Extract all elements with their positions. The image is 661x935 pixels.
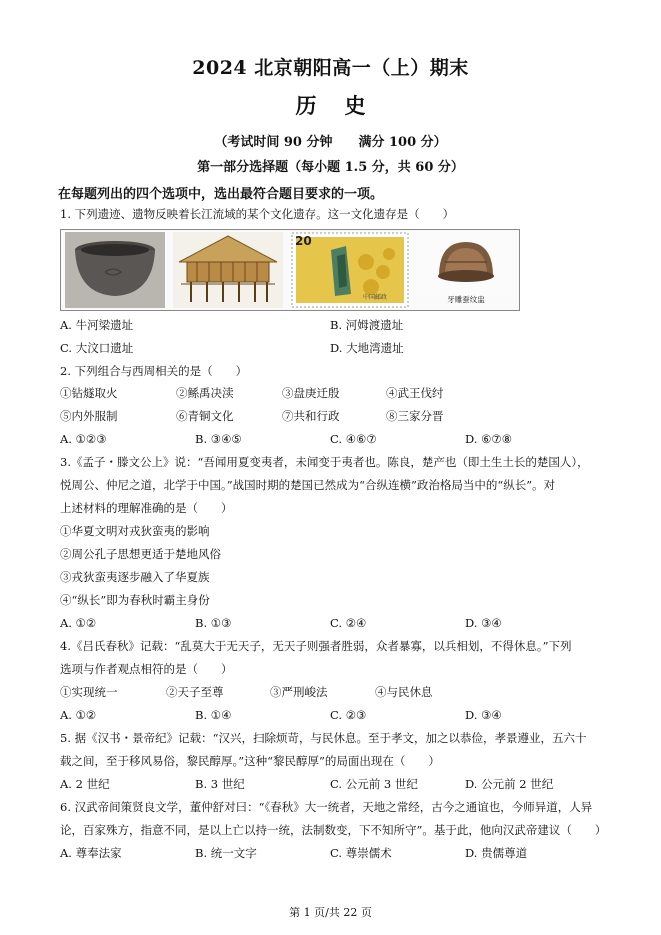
q2-option-d[interactable]: D. ⑥⑦⑧: [465, 432, 513, 446]
postage-stamp-image: [291, 232, 409, 308]
q1-stem: 1. 下列遗迹、遗物反映着长江流域的某个文化遗存。这一文化遗存是（ ）: [60, 207, 455, 221]
q3-stem-line: 悦周公、仲尼之道，北学于中国。”战国时期的楚国已然成为“合纵连横”政治格局当中的“纵长”。对: [60, 478, 556, 492]
q1-option-d[interactable]: D. 大地湾遗址: [330, 341, 404, 355]
instruction: 在每题列出的四个选项中，选出最符合题目要求的一项。: [58, 187, 384, 202]
exam-info: （考试时间 90 分钟 满分 100 分）: [214, 135, 447, 150]
ivory-cup-image: [417, 232, 515, 308]
q2-item: ⑥青铜文化: [176, 409, 234, 423]
q5-option-a[interactable]: A. 2 世纪: [60, 777, 110, 791]
q3-item: ①华夏文明对戎狄蛮夷的影响: [60, 524, 210, 538]
q2-item: ②鲧禹决渎: [176, 386, 234, 400]
page-number: 第 1 页/共 22 页: [289, 906, 372, 919]
subject-title: 历史: [295, 93, 394, 118]
q5-stem-line: 载之间，至于移风易俗，黎民醇厚。”这种“黎民醇厚”的局面出现在（ ）: [60, 754, 440, 768]
q2-item: ⑧三家分晋: [386, 409, 444, 423]
q6-stem-line: 6. 汉武帝间策贤良文学，董仲舒对曰：“《春秋》大一统者，天地之常经，古今之通谊也，今师异道，人异: [60, 800, 593, 814]
pottery-bowl-image: [65, 232, 165, 308]
q2-item: ⑤内外服制: [60, 409, 118, 423]
q4-item: ④与民休息: [375, 685, 433, 699]
q5-stem-line: 5. 据《汉书・景帝纪》记载：“汉兴，扫除烦苛，与民休息。至于孝文，加之以恭俭，孝景遵业，五六十: [60, 731, 587, 745]
q2-stem: 2. 下列组合与西周相关的是（ ）: [60, 364, 248, 378]
page-title: 2024 北京朝阳高一（上）期末: [192, 57, 469, 79]
artifact-caption: 牙雕蚕纹盅: [447, 295, 485, 304]
q3-option-d[interactable]: D. ③④: [465, 616, 502, 630]
q2-option-c[interactable]: C. ④⑥⑦: [330, 432, 377, 446]
q4-stem-line: 4.《吕氏春秋》记载：“乱莫大于无天子，无天子则强者胜弱，众者暴寡，以兵相划，不得休息。”下列: [60, 639, 572, 653]
q4-option-d[interactable]: D. ③④: [465, 708, 502, 722]
q3-option-b[interactable]: B. ①③: [195, 616, 232, 630]
q6-option-b[interactable]: B. 统一文字: [195, 846, 257, 860]
q6-option-d[interactable]: D. 贵儒尊道: [465, 846, 528, 860]
q3-option-c[interactable]: C. ②④: [330, 616, 367, 630]
q6-option-c[interactable]: C. 尊崇儒术: [330, 846, 392, 860]
q4-item: ①实现统一: [60, 685, 118, 699]
q2-item: ④武王伐纣: [386, 386, 444, 400]
stamp-value: 20: [295, 234, 312, 248]
q3-stem-line: 上述材料的理解准确的是（ ）: [60, 501, 233, 515]
q2-item: ③盘庚迁殷: [282, 386, 340, 400]
stilt-house-image: [173, 232, 283, 308]
q6-stem-line: 论，百家殊方，指意不同，是以上亡以持一统，法制数变，下不知所守”。基于此，他向汉武帝建议（ ）: [60, 823, 607, 837]
q5-option-c[interactable]: C. 公元前 3 世纪: [330, 777, 418, 791]
q5-option-d[interactable]: D. 公元前 2 世纪: [465, 777, 554, 791]
q4-stem-line: 选项与作者观点相符的是（ ）: [60, 662, 233, 676]
q4-item: ②天子至尊: [166, 685, 224, 699]
q2-item: ①钻燧取火: [60, 386, 118, 400]
q3-item: ③戎狄蛮夷逐步融入了华夏族: [60, 570, 210, 584]
q4-option-a[interactable]: A. ①②: [60, 708, 97, 722]
section-heading: 第一部分选择题（每小题 1.5 分，共 60 分）: [197, 160, 464, 175]
stamp-country: 中国邮政: [363, 294, 388, 301]
q3-item: ②周公孔子思想更适于楚地风俗: [60, 547, 221, 561]
q2-item: ⑦共和行政: [282, 409, 340, 423]
q3-stem-line: 3.《孟子・滕文公上》说：“吾闻用夏变夷者，未闻变于夷者也。陈良，楚产也（即土生土长的楚国人），: [60, 455, 589, 469]
q6-option-a[interactable]: A. 尊奉法家: [60, 846, 122, 860]
q4-option-b[interactable]: B. ①④: [195, 708, 232, 722]
q1-image-strip: [60, 229, 520, 311]
q3-item: ④“纵长”即为春秋时霸主身份: [60, 593, 210, 607]
q4-option-c[interactable]: C. ②③: [330, 708, 367, 722]
q3-option-a[interactable]: A. ①②: [60, 616, 97, 630]
q2-option-b[interactable]: B. ③④⑤: [195, 432, 242, 446]
q4-item: ③严刑峻法: [270, 685, 328, 699]
q5-option-b[interactable]: B. 3 世纪: [195, 777, 245, 791]
q1-option-a[interactable]: A. 牛河梁遗址: [60, 318, 134, 332]
q1-option-c[interactable]: C. 大汶口遗址: [60, 341, 134, 355]
q2-option-a[interactable]: A. ①②③: [60, 432, 107, 446]
q1-option-b[interactable]: B. 河姆渡遗址: [330, 318, 404, 332]
